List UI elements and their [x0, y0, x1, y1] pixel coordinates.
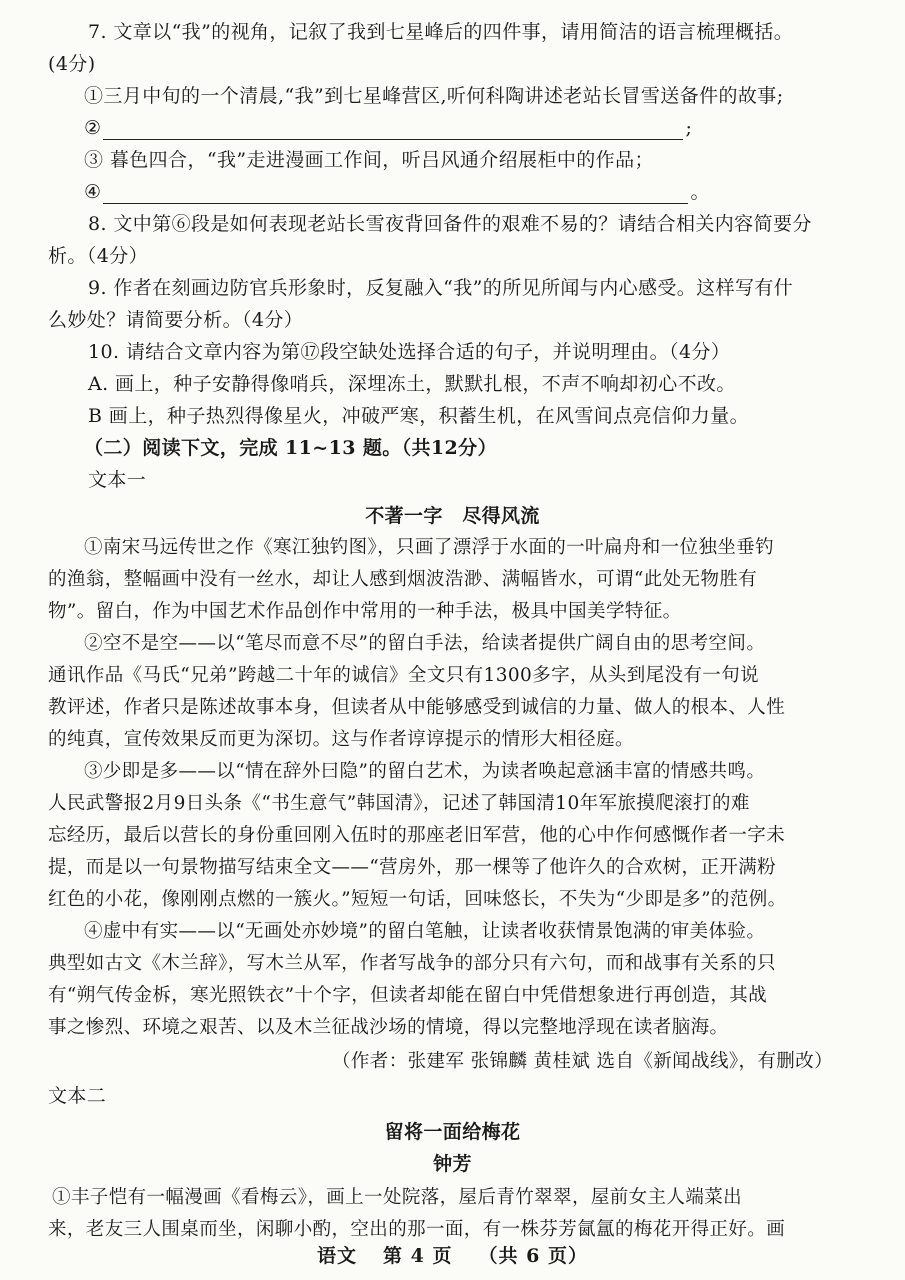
text1-p3-line3: 忘经历，最后以营长的身份重回刚入伍时的那座老旧军营，他的心中作何感慨作者一字未 — [48, 825, 786, 846]
text2-p1-line2: 来，老友三人围桌而坐，闲聊小酌，空出的那一面，有一株芬芳氤氲的梅花开得正好。画 — [48, 1219, 786, 1240]
text1-p3-line1: ③少即是多——以“情在辞外曰隐”的留白艺术，为读者唤起意涵丰富的情感共鸣。 — [84, 761, 766, 782]
text1-p3-line4: 提，而是以一句景物描写结束全文——“营房外，那一棵等了他许久的合欢树，正开满粉 — [48, 857, 777, 878]
q10-line1: 10. 请结合文章内容为第⑰段空缺处选择合适的句子，并说明理由。（4分） — [88, 341, 731, 363]
text1-label: 文本一 — [88, 469, 147, 491]
text2-title: 留将一面给梅花 — [384, 1121, 521, 1143]
q7-item2-answer-blank[interactable] — [103, 121, 683, 140]
text1-p3-line2: 人民武警报2月9日头条《“书生意气”韩国清》，记述了韩国清10年军旅摸爬滚打的难 — [48, 793, 750, 814]
text2-p1-line1: ①丰子恺有一幅漫画《看梅云》，画上一处院落，屋后青竹翠翠，屋前女主人端菜出 — [52, 1187, 743, 1208]
text2-author: 钟芳 — [433, 1153, 472, 1175]
q7-line2: (4分) — [48, 53, 96, 75]
footer-subject: 语文 — [317, 1245, 358, 1267]
q7-line1: 7. 文章以“我”的视角，记叙了我到七星峰后的四件事，请用简洁的语言梳理概括。 — [88, 21, 794, 43]
q9-line1: 9. 作者在刻画边防官兵形象时，反复融入“我”的所见所闻与内心感受。这样写有什 — [88, 277, 794, 299]
text1-p4-line4: 事之惨烈、环境之艰苦、以及木兰征战沙场的情境，得以完整地浮现在读者脑海。 — [48, 1017, 729, 1038]
q8-line1: 8. 文中第⑥段是如何表现老站长雪夜背回备件的艰难不易的？请结合相关内容简要分 — [88, 213, 812, 235]
text1-p4-line1: ④虚中有实——以“无画处亦妙境”的留白笔触，让读者收获情景饱满的审美体验。 — [84, 921, 766, 942]
footer-total-pages: （共 6 页） — [478, 1245, 588, 1267]
q7-item4-answer-blank[interactable] — [103, 185, 688, 204]
text1-p4-line3: 有“朔气传金柝，寒光照铁衣”十个字，但读者却能在留白中凭借想象进行再创造，其战 — [48, 985, 768, 1006]
q7-item1: ①三月中旬的一个清晨,“我”到七星峰营区,听何科陶讲述老站长冒雪送备件的故事; — [84, 85, 784, 107]
q7-item2-end: ; — [685, 117, 693, 139]
q10-option-b: B 画上，种子热烈得像星火，冲破严寒，积蓄生机，在风雪间点亮信仰力量。 — [88, 405, 750, 427]
q9-line2: 么妙处？请简要分析。（4分） — [48, 309, 304, 331]
text1-source: （作者：张建军 张锦麟 黄桂斌 选自《新闻战线》，有删改） — [332, 1051, 833, 1072]
text2-label: 文本二 — [48, 1085, 107, 1107]
section2-heading: （二）阅读下文，完成 11~13 题。（共12分） — [84, 437, 497, 459]
text1-p1-line2: 的渔翁，整幅画中没有一丝水，却让人感到烟波浩渺、满幅皆水，可谓“此处无物胜有 — [48, 569, 758, 590]
q7-item2 — [84, 116, 692, 142]
q7-item4-end: 。 — [690, 181, 710, 203]
footer-page-number: 第 4 页 — [383, 1245, 453, 1267]
text1-p1-line3: 物”。留白，作为中国艺术作品创作中常用的一种手法，极具中国美学特征。 — [48, 601, 682, 622]
q7-item4 — [84, 180, 710, 206]
q7-item2-number: ② — [84, 117, 102, 139]
text1-p4-line2: 典型如古文《木兰辞》，写木兰从军，作者写战争的部分只有六句，而和战事有关系的只 — [48, 953, 776, 974]
text1-p2-line4: 的纯真，宣传效果反而更为深切。这与作者谆谆提示的情形大相径庭。 — [48, 729, 634, 750]
page-footer — [0, 1244, 905, 1270]
text1-p2-line2: 通讯作品《马氏“兄弟”跨越二十年的诚信》全文只有1300多字，从头到尾没有一句说 — [48, 665, 759, 686]
text1-p1-line1: ①南宋马远传世之作《寒江独钓图》，只画了漂浮于水面的一叶扁舟和一位独坐垂钓 — [84, 537, 775, 558]
q8-line2: 析。（4分） — [48, 245, 148, 267]
text1-title: 不著一字 尽得风流 — [365, 505, 540, 527]
q7-item3: ③ 暮色四合，“我”走进漫画工作间，听吕风通介绍展柜中的作品； — [84, 149, 654, 171]
q7-item4-number: ④ — [84, 181, 102, 203]
text1-p3-line5: 红色的小花，像刚刚点燃的一簇火。”短短一句话，回味悠长，不失为“少即是多”的范例。 — [48, 889, 787, 910]
text1-p2-line3: 教评述，作者只是陈述故事本身，但读者从中能够感受到诚信的力量、做人的根本、人性 — [48, 697, 786, 718]
text1-p2-line1: ②空不是空——以“笔尽而意不尽”的留白手法，给读者提供广阔自由的思考空间。 — [84, 633, 766, 654]
q10-option-a: A. 画上，种子安静得像哨兵，深埋冻土，默默扎根，不声不响却初心不改。 — [88, 373, 736, 395]
